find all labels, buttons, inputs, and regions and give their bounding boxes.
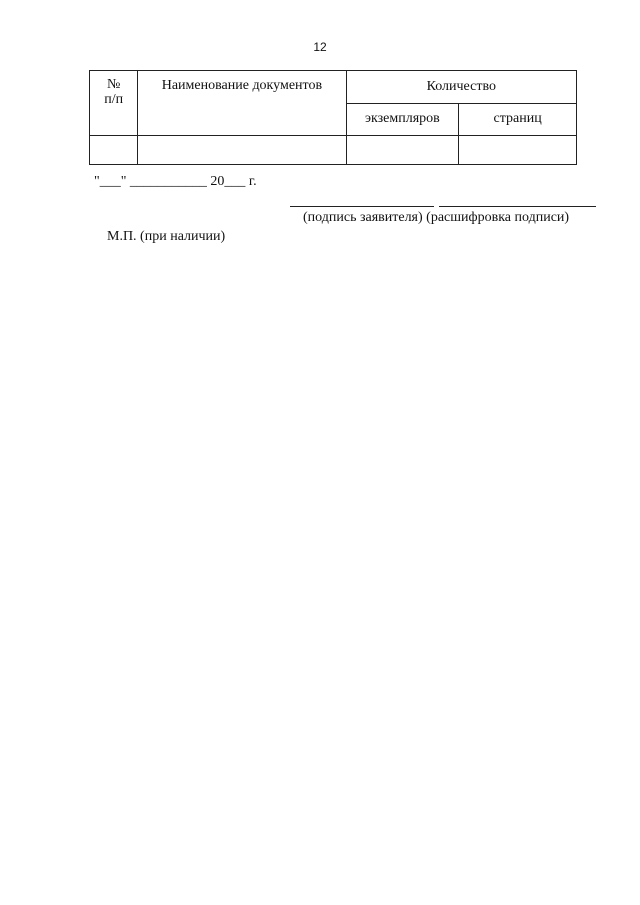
signature-decoding-caption: (расшифровка подписи) xyxy=(426,210,570,225)
date-line: "___" ___________ 20___ г. xyxy=(94,174,257,189)
cell-pages xyxy=(459,136,577,165)
header-copies: экземпляров xyxy=(346,103,459,136)
header-document-name: Наименование документов xyxy=(138,71,346,136)
header-pages: страниц xyxy=(459,103,577,136)
table-row xyxy=(90,136,577,165)
header-number: № п/п xyxy=(90,71,138,136)
cell-document-name xyxy=(138,136,346,165)
signature-caption: (подпись заявителя) xyxy=(303,210,423,225)
cell-number xyxy=(90,136,138,165)
stamp-note: М.П. (при наличии) xyxy=(107,229,226,244)
signature-line xyxy=(290,206,434,207)
page-number: 12 xyxy=(313,40,327,54)
signature-decoding-line xyxy=(439,206,596,207)
cell-copies xyxy=(346,136,459,165)
documents-table xyxy=(89,70,577,165)
header-quantity: Количество xyxy=(346,71,576,104)
signature-captions xyxy=(303,210,569,226)
